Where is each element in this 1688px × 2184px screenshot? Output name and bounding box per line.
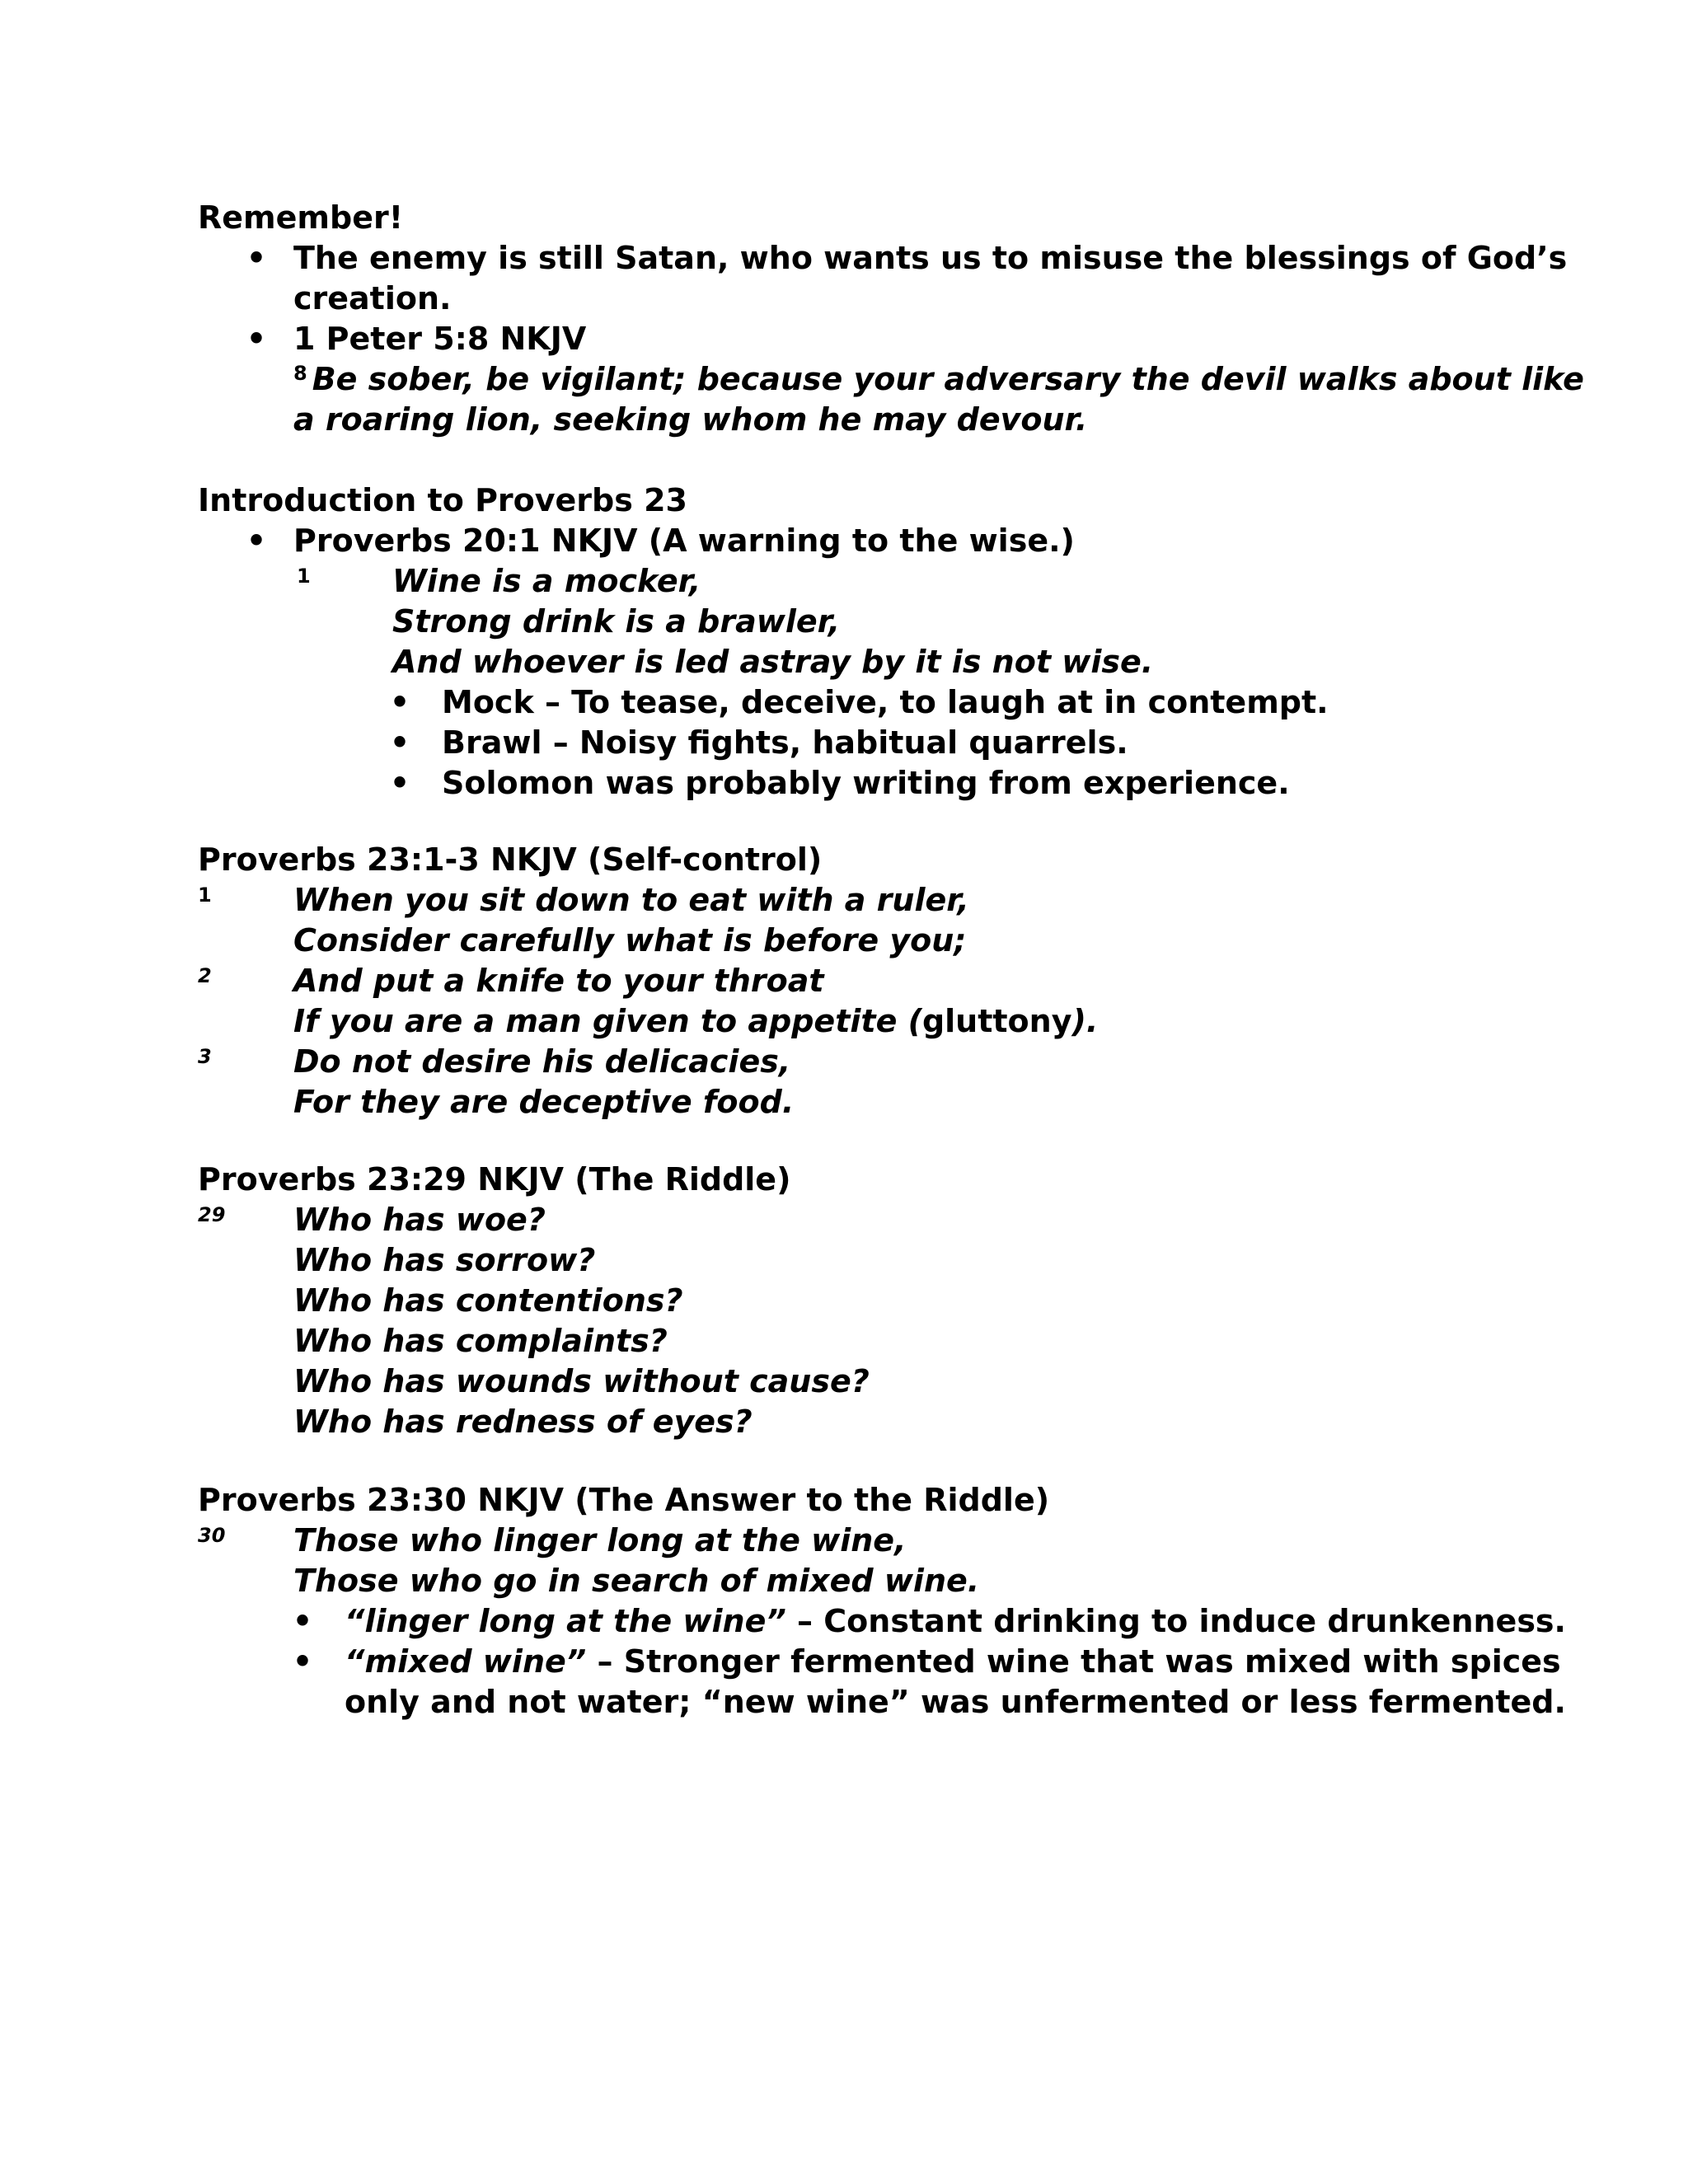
verse-text: Be sober, be vigilant; because your adversary the devil walks about like bbox=[312, 361, 1584, 397]
verse-number: 3 bbox=[198, 1045, 212, 1068]
verse-text: Wine is a mocker, bbox=[392, 563, 701, 599]
verse-line bbox=[198, 961, 1517, 1001]
verse-number: 1 bbox=[198, 883, 212, 907]
verse-text: And whoever is led astray by it is not wise. bbox=[392, 644, 1154, 680]
verse-text: And put a knife to your throat bbox=[293, 963, 824, 999]
term: “mixed wine” bbox=[345, 1643, 587, 1680]
section-remember bbox=[198, 198, 1584, 440]
list-item bbox=[198, 763, 1517, 804]
verse-text: Who has woe? bbox=[293, 1202, 546, 1238]
definition: – Stronger fermented wine that was mixed with spices bbox=[586, 1643, 1561, 1680]
section-heading: Proverbs 23:1-3 NKJV (Self-control) bbox=[198, 841, 823, 878]
section-riddle bbox=[198, 1160, 1517, 1442]
bullet-icon: • bbox=[292, 1603, 313, 1639]
list-item-text: Solomon was probably writing from experience. bbox=[442, 765, 1290, 801]
verse-text: Consider carefully what is before you; bbox=[293, 922, 967, 958]
list-item bbox=[198, 1642, 1561, 1682]
list-item bbox=[198, 1601, 1566, 1642]
bullet-icon: • bbox=[389, 684, 410, 720]
verse-gloss: gluttony bbox=[921, 1003, 1072, 1039]
list-item-text: Brawl – Noisy fights, habitual quarrels. bbox=[442, 724, 1128, 761]
verse-text: Who has redness of eyes? bbox=[293, 1404, 753, 1440]
section-heading: Proverbs 23:30 NKJV (The Answer to the Riddle) bbox=[198, 1482, 1050, 1518]
verse-text: For they are deceptive food. bbox=[293, 1084, 795, 1120]
list-item-text: Mock – To tease, deceive, to laugh at in contempt. bbox=[442, 684, 1329, 720]
verse-line bbox=[198, 359, 1584, 400]
definition: – Constant drinking to induce drunkenness. bbox=[785, 1603, 1566, 1639]
bullet-icon: • bbox=[389, 765, 410, 801]
list-item-text: The enemy is still Satan, who wants us to misuse the blessings of God’s bbox=[293, 240, 1568, 276]
verse-text: Do not desire his delicacies, bbox=[293, 1043, 791, 1080]
verse-text: Those who go in search of mixed wine. bbox=[293, 1563, 980, 1599]
bullet-icon: • bbox=[246, 523, 267, 559]
list-item bbox=[198, 238, 1568, 279]
verse-number: 29 bbox=[198, 1203, 226, 1226]
verse-line bbox=[198, 1042, 1517, 1082]
verse-number: 30 bbox=[198, 1524, 226, 1547]
list-item bbox=[198, 319, 1517, 359]
term: “linger long at the wine” bbox=[345, 1603, 786, 1639]
verse-number: 8 bbox=[293, 362, 307, 385]
verse-text: a roaring lion, seeking whom he may devour. bbox=[293, 401, 1088, 438]
verse-text: Strong drink is a brawler, bbox=[392, 603, 841, 640]
verse-text: Who has contentions? bbox=[293, 1282, 683, 1319]
definition-continuation: only and not water; “new wine” was unfermented or less fermented. bbox=[345, 1684, 1566, 1720]
verse-line bbox=[198, 561, 1517, 602]
section-introduction bbox=[198, 480, 1517, 804]
list-item-continuation: creation. bbox=[293, 280, 452, 316]
section-heading: Proverbs 23:29 NKJV (The Riddle) bbox=[198, 1161, 791, 1197]
list-item bbox=[198, 723, 1517, 763]
bullet-icon: • bbox=[246, 321, 267, 357]
verse-text: When you sit down to eat with a ruler, bbox=[293, 882, 969, 918]
verse-number: 1 bbox=[297, 565, 311, 588]
verse-line bbox=[198, 1521, 1517, 1561]
scripture-reference: 1 Peter 5:8 NKJV bbox=[293, 321, 587, 357]
section-heading: Introduction to Proverbs 23 bbox=[198, 482, 687, 518]
section-heading: Remember! bbox=[198, 199, 404, 236]
list-item bbox=[198, 521, 1517, 561]
verse-number: 2 bbox=[198, 964, 212, 987]
section-self-control bbox=[198, 840, 1517, 1122]
verse-text: Who has sorrow? bbox=[293, 1242, 596, 1278]
bullet-icon: • bbox=[292, 1643, 313, 1680]
verse-text: Those who linger long at the wine, bbox=[293, 1522, 907, 1558]
verse-text-end: ). bbox=[1071, 1003, 1099, 1039]
bullet-icon: • bbox=[389, 724, 410, 761]
bullet-icon: • bbox=[246, 240, 267, 276]
verse-line bbox=[198, 1200, 1517, 1240]
verse-text: Who has wounds without cause? bbox=[293, 1363, 870, 1399]
verse-line bbox=[198, 880, 1517, 921]
list-item bbox=[198, 682, 1517, 723]
verse-line bbox=[198, 1001, 1517, 1042]
scripture-reference: Proverbs 20:1 NKJV (A warning to the wise.) bbox=[293, 523, 1075, 559]
section-answer bbox=[198, 1480, 1566, 1722]
verse-text: If you are a man given to appetite ( bbox=[293, 1003, 922, 1039]
verse-text: Who has complaints? bbox=[293, 1323, 668, 1359]
